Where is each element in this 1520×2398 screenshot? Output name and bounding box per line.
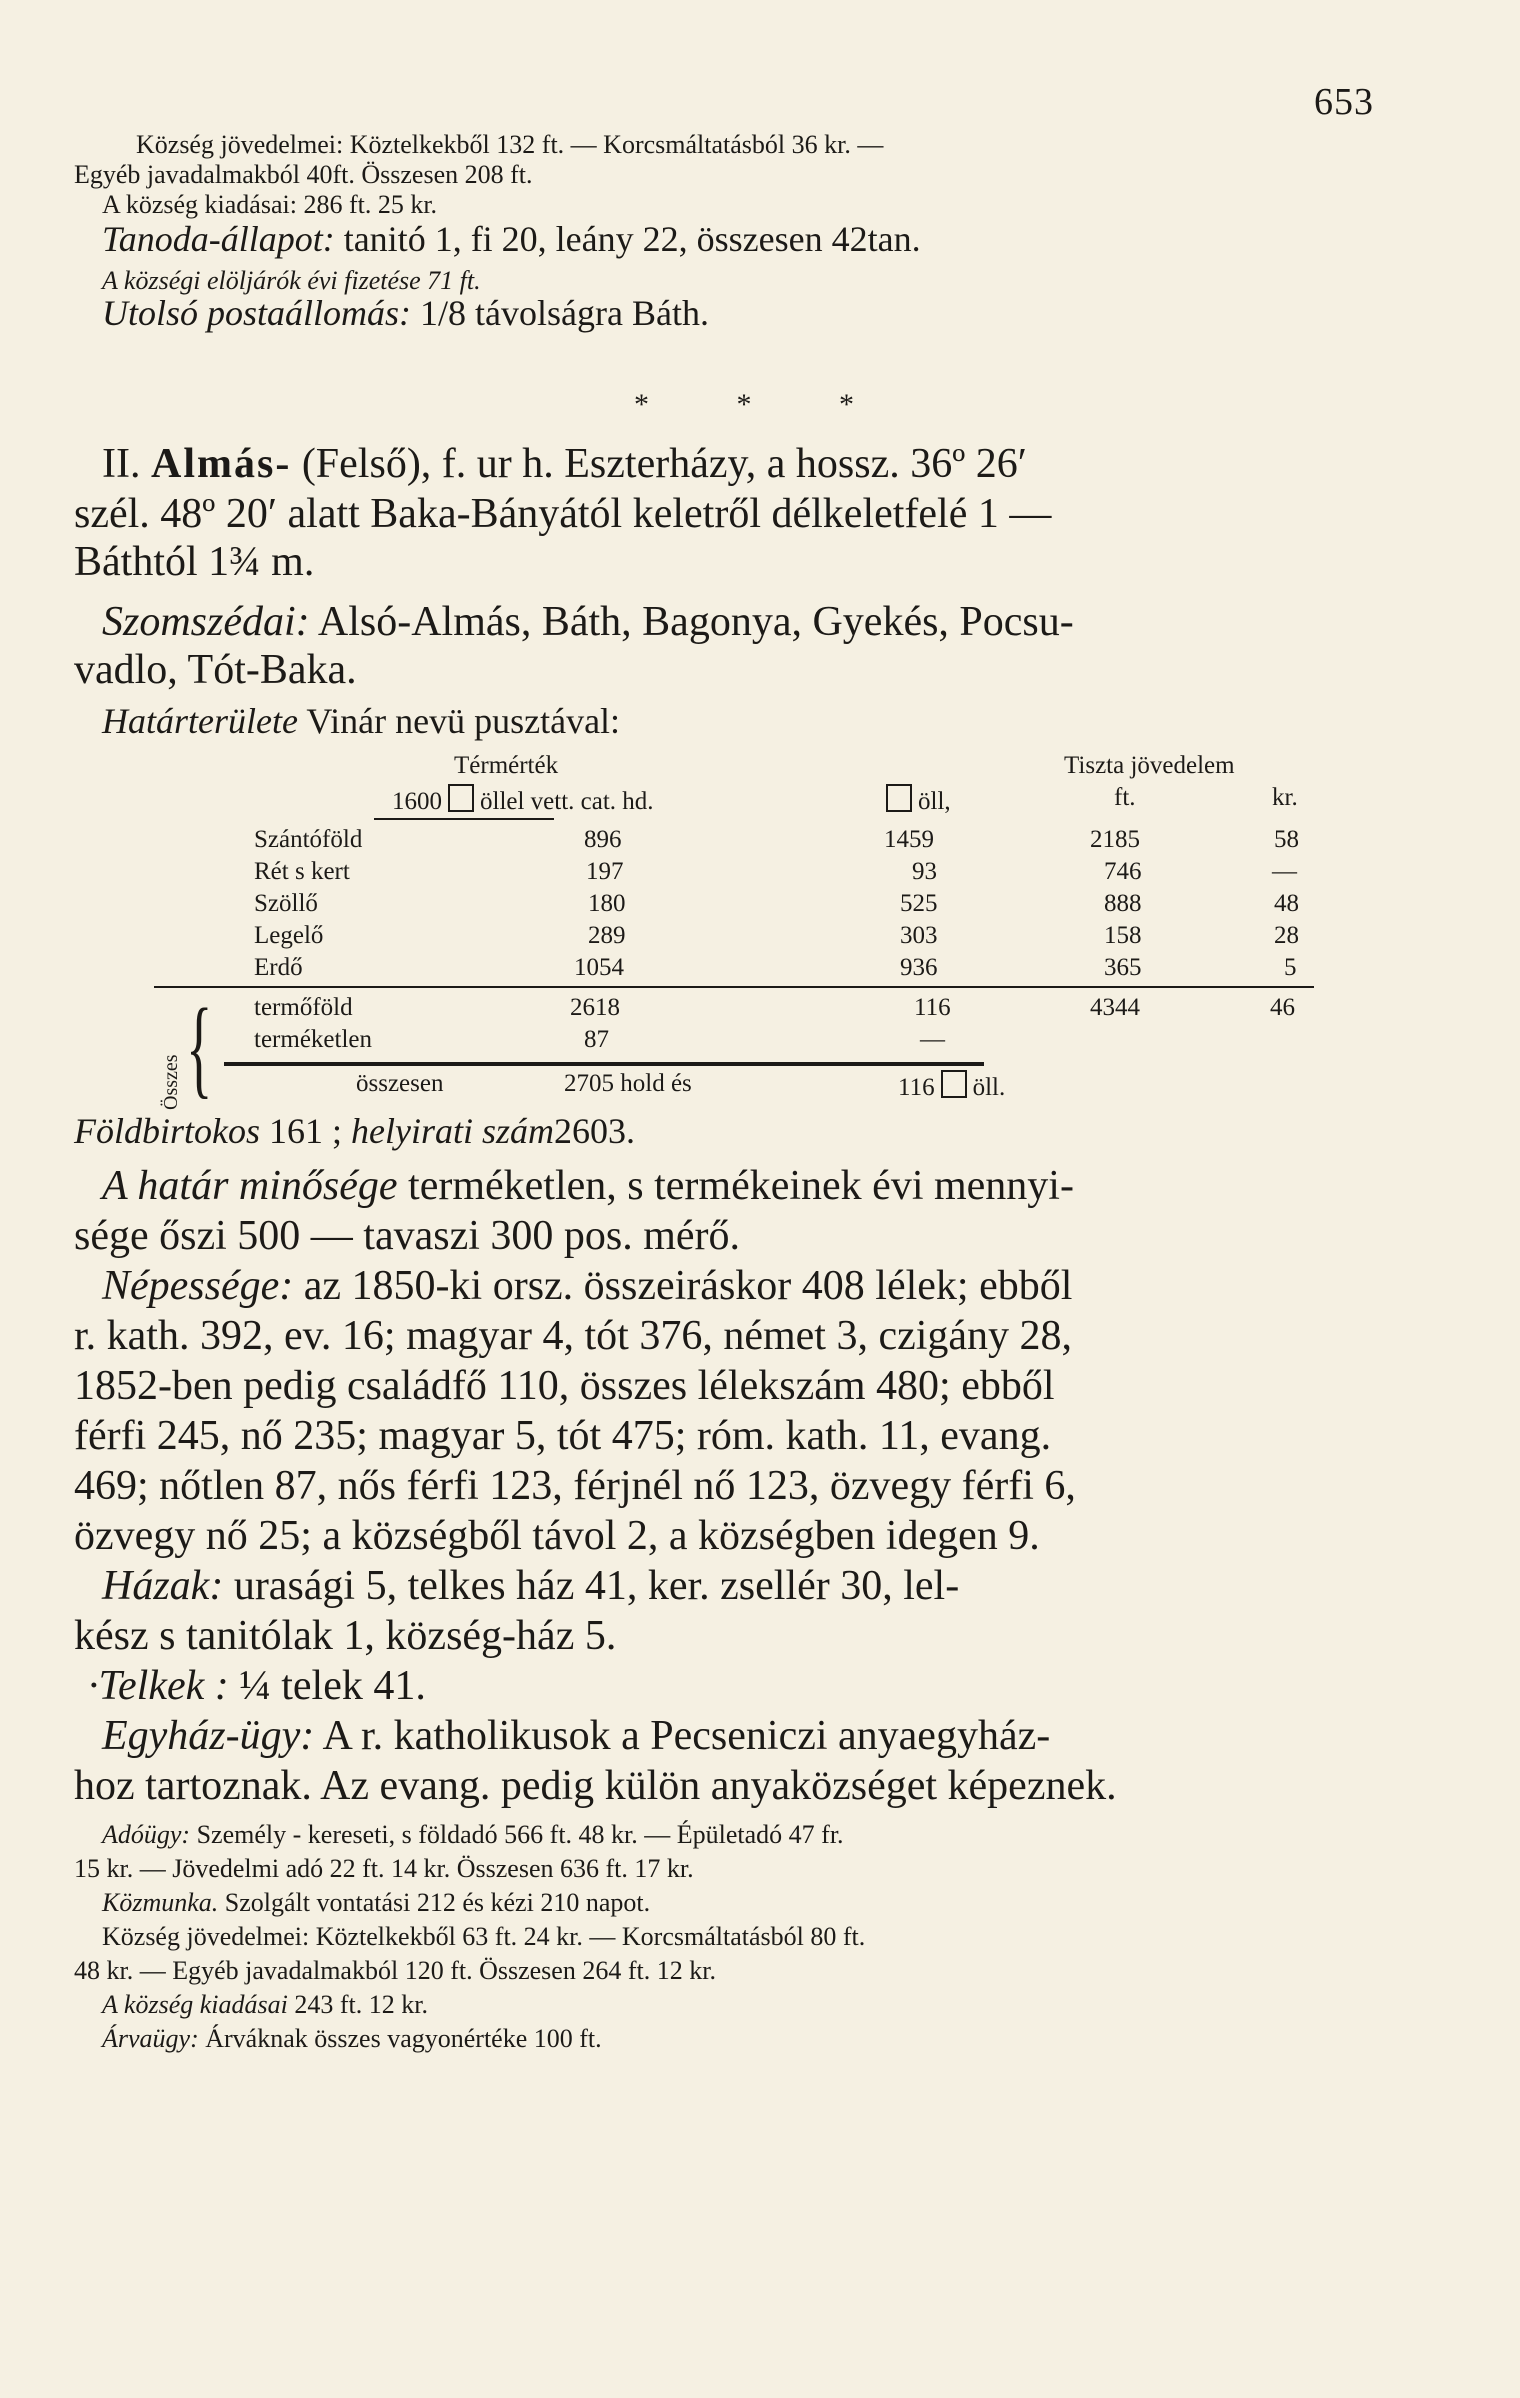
income-line-2: Egyéb javadalmakból 40ft. Összesen 208 ft. <box>74 160 533 189</box>
total-name: termőföld <box>254 994 353 1021</box>
line-label: Egyház-ügy: <box>102 1713 315 1759</box>
hatarterulet-line <box>102 700 620 742</box>
row-hd: 289 <box>588 922 626 949</box>
paragraph-line: özvegy nő 25; a községből távol 2, a községben idegen 9. <box>74 1513 1040 1559</box>
row-hd: 197 <box>586 858 624 885</box>
row-name: Erdő <box>254 954 303 981</box>
helyirati-value: 2603. <box>554 1111 636 1151</box>
entry-number: II. <box>102 441 141 487</box>
row-kr: 48 <box>1274 890 1299 917</box>
vertical-label: Összes <box>160 1054 182 1110</box>
subheader-ft: ft. <box>1114 784 1136 811</box>
hatarterulet-label: Határterülete <box>102 701 298 741</box>
paragraph-line: hoz tartoznak. Az evang. pedig külön anyaközséget képeznek. <box>74 1763 1117 1809</box>
line-text: Szolgált vontatási 212 és kézi 210 napot. <box>224 1888 651 1917</box>
subheader-1600-value: 1600 <box>392 788 442 815</box>
line-text: urasági 5, telkes ház 41, ker. zsellér 30, lel- <box>233 1563 960 1609</box>
row-oll: 303 <box>900 922 938 949</box>
helyirati-label: helyirati szám <box>351 1111 555 1151</box>
total-hd: 87 <box>584 1026 609 1053</box>
row-hd: 1054 <box>574 954 624 981</box>
line-label: Árvaügy: <box>102 2024 199 2053</box>
foldbirtokos-value: 161 ; <box>269 1111 343 1151</box>
square-symbol <box>448 784 474 812</box>
grand-total-suffix: öll. <box>972 1074 1006 1101</box>
row-name: Szöllő <box>254 890 318 917</box>
posta-line <box>102 292 709 334</box>
row-oll: 93 <box>912 858 937 885</box>
foldbirtokos-label: Földbirtokos <box>74 1111 260 1151</box>
total-kr: 46 <box>1270 994 1295 1021</box>
paragraph-line <box>88 1662 426 1710</box>
row-hd: 180 <box>588 890 626 917</box>
section-separator: * * * <box>634 388 894 421</box>
row-hd: 896 <box>584 826 622 853</box>
line-text: az 1850-ki orsz. összeiráskor 408 lélek; ebből <box>303 1263 1073 1309</box>
line-text: A r. katholikusok a Pecseniczi anyaegyház- <box>322 1713 1051 1759</box>
paragraph-line: 469; nőtlen 87, nős férfi 123, férjnél nő 123, özvegy férfi 6, <box>74 1463 1076 1509</box>
row-kr: 28 <box>1274 922 1299 949</box>
posta-text: 1/8 távolságra Báth. <box>420 293 709 333</box>
small-line <box>102 1888 650 1918</box>
header-tiszta: Tiszta jövedelem <box>1064 752 1235 779</box>
small-line: 48 kr. — Egyéb javadalmakból 120 ft. Összesen 264 ft. 12 kr. <box>74 1956 716 1985</box>
subheader-kr: kr. <box>1272 784 1298 811</box>
total-ft: 4344 <box>1090 994 1140 1021</box>
square-symbol <box>941 1070 967 1098</box>
paragraph-line: r. kath. 392, ev. 16; magyar 4, tót 376, német 3, czigány 28, <box>74 1313 1073 1359</box>
row-name: Szántóföld <box>254 826 363 853</box>
page-number: 653 <box>1314 81 1374 123</box>
line-text: terméketlen, s termékeinek évi mennyi- <box>408 1163 1074 1209</box>
grand-total-oll <box>898 1070 1005 1102</box>
expense-line: A község kiadásai: 286 ft. 25 kr. <box>102 190 438 219</box>
line-text: Köztelkekből 63 ft. 24 kr. — Korcsmáltatásból 80 ft. <box>315 1922 866 1951</box>
row-ft: 746 <box>1104 858 1142 885</box>
line-text: 243 ft. 12 kr. <box>294 1990 428 2019</box>
row-ft: 2185 <box>1090 826 1140 853</box>
entry-name: Almás- <box>150 441 292 487</box>
paragraph-line <box>102 1162 1074 1210</box>
tanoda-text: tanitó 1, fi 20, leány 22, összesen 42tan. <box>343 219 921 259</box>
paragraph-line <box>102 1562 959 1610</box>
paragraph-line: sége őszi 500 — tavaszi 300 pos. mérő. <box>74 1213 741 1259</box>
subtotal-rule <box>154 986 1314 988</box>
szomszedai-line-2: vadlo, Tót-Baka. <box>74 647 357 693</box>
posta-label: Utolsó postaállomás: <box>102 293 412 333</box>
line-label: A határ minősége <box>102 1163 398 1209</box>
line-label: Község jövedelmei: <box>102 1922 310 1951</box>
paragraph-line: férfi 245, nő 235; magyar 5, tót 475; róm. kath. 11, evang. <box>74 1413 1052 1459</box>
total-hd: 2618 <box>570 994 620 1021</box>
row-ft: 888 <box>1104 890 1142 917</box>
line-label: Házak: <box>102 1563 224 1609</box>
grand-total-oll-value: 116 <box>898 1074 935 1101</box>
header-rule <box>374 818 554 820</box>
tanoda-line <box>102 218 921 260</box>
line-text: Árváknak összes vagyonértéke 100 ft. <box>205 2024 602 2053</box>
foldbirtokos-line <box>74 1110 635 1152</box>
row-oll: 525 <box>900 890 938 917</box>
row-kr: — <box>1272 858 1297 885</box>
subheader-oll-label: öll, <box>918 788 951 815</box>
line-label: Népessége: <box>102 1263 294 1309</box>
row-name: Rét s kert <box>254 858 350 885</box>
paragraph-line: 1852-ben pedig családfő 110, összes lélekszám 480; ebből <box>74 1363 1055 1409</box>
line-text: Személy - kereseti, s földadó 566 ft. 48 kr. — Épületadó 47 fr. <box>196 1820 844 1849</box>
row-ft: 158 <box>1104 922 1142 949</box>
line-label: Adóügy: <box>102 1820 191 1849</box>
entry-heading-rest: (Felső), f. ur h. Eszterházy, a hossz. 36º 26′ <box>301 441 1027 487</box>
header-termertek: Térmérték <box>454 752 559 779</box>
subheader-ollel: öllel vett. cat. hd. <box>480 788 654 815</box>
row-oll: 936 <box>900 954 938 981</box>
line-label: A község kiadásai <box>102 1990 288 2019</box>
szomszedai-text: Alsó-Almás, Báth, Bagonya, Gyekés, Pocsu- <box>317 599 1074 645</box>
grand-total-text: 2705 hold és <box>564 1070 692 1097</box>
tanoda-label: Tanoda-állapot: <box>102 219 335 259</box>
square-symbol <box>886 784 912 812</box>
total-oll: — <box>920 1026 945 1053</box>
line-text: ¼ telek 41. <box>239 1663 426 1709</box>
small-line <box>102 1922 865 1952</box>
total-rule <box>224 1062 984 1066</box>
entry-heading <box>102 440 1027 488</box>
small-line <box>102 2024 602 2054</box>
row-ft: 365 <box>1104 954 1142 981</box>
small-line: 15 kr. — Jövedelmi adó 22 ft. 14 kr. Összesen 636 ft. 17 kr. <box>74 1854 694 1883</box>
intro-line-2: Báthtól 1¾ m. <box>74 539 315 585</box>
intro-line-1: szél. 48º 20′ alatt Baka-Bányától keletről délkeletfelé 1 — <box>74 491 1052 537</box>
small-line <box>102 1990 428 2020</box>
eloljarok-line: A községi elöljárók évi fizetése 71 ft. <box>102 266 481 295</box>
subheader-oll <box>880 784 951 816</box>
totals-brace: { <box>186 986 213 1108</box>
income-line-1: Község jövedelmei: Köztelkekből 132 ft. — Korcsmáltatásból 36 kr. — <box>136 130 884 159</box>
total-name: terméketlen <box>254 1026 372 1053</box>
row-kr: 5 <box>1284 954 1297 981</box>
row-oll: 1459 <box>884 826 934 853</box>
szomszedai-label: Szomszédai: <box>102 599 310 645</box>
total-oll: 116 <box>914 994 951 1021</box>
row-name: Legelő <box>254 922 324 949</box>
grand-total-name: összesen <box>356 1070 444 1097</box>
paragraph-line <box>102 1262 1072 1310</box>
small-line <box>102 1820 844 1850</box>
line-label: Közmunka. <box>102 1888 219 1917</box>
hatarterulet-text: Vinár nevü pusztával: <box>306 701 621 741</box>
paragraph-line: kész s tanitólak 1, község-ház 5. <box>74 1613 617 1659</box>
szomszedai-line-1 <box>102 598 1074 646</box>
row-kr: 58 <box>1274 826 1299 853</box>
subheader-1600 <box>392 784 654 816</box>
paragraph-line <box>102 1712 1050 1760</box>
line-label: ·Telkek : <box>88 1663 229 1709</box>
